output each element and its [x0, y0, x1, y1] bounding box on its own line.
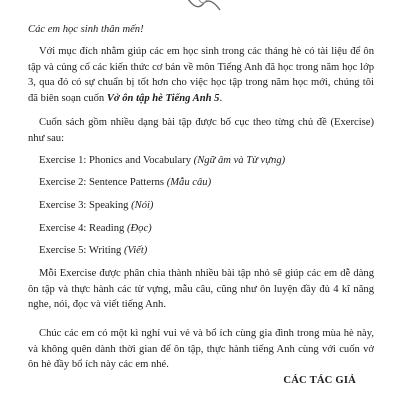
exercise-item-1 [39, 154, 285, 167]
exercise-translation: (Đọc) [126, 223, 152, 234]
exercise-label: Exercise 5: Writing [39, 245, 122, 256]
intro-end: . [219, 92, 223, 104]
exercise-label: Exercise 3: Speaking [39, 200, 129, 211]
exercise-translation: (Viết) [124, 245, 148, 256]
intro-paragraph [28, 44, 374, 106]
exercise-item-3 [39, 199, 153, 212]
closing-paragraph: Chúc các em có một kì nghỉ vui vẻ và bổ ích cùng gia đình trong mùa hè này, và không quên dành thời gian để ôn tập, thực hành tiếng Anh cùng với cuốn vở ôn hè đầy bổ ích này các em nhé. [28, 328, 374, 370]
signature: CÁC TÁC GIẢ [283, 375, 356, 386]
exercise-translation: (Mẫu câu) [166, 177, 212, 188]
decorative-ornament-icon [180, 0, 226, 14]
practice-note: Mỗi Exercise được phân chia thành nhiều bài tập nhỏ sẽ giúp các em dễ dàng ôn tập và thực hành các từ vựng, mẫu câu, cũng như ôn luyện đầy đủ 4 kĩ năng nghe, nói, đọc và viết tiếng Anh. [28, 268, 374, 310]
structure-intro: Cuốn sách gồm nhiều dạng bài tập được bố cục theo từng chủ đề (Exercise) như sau: [28, 117, 374, 144]
exercise-translation: (Ngữ âm và Từ vựng) [193, 155, 286, 166]
book-title: Vở ôn tập hè Tiếng Anh 5 [106, 92, 220, 104]
exercise-item-5 [39, 244, 147, 257]
intro-text: Với mục đích nhằm giúp các em học sinh trong các tháng hè có tài liệu để ôn tập và củng cố các kiến thức cơ bản về môn Tiếng Anh đã học trong năm học lớp 3, qua đó có sự chuẩn bị tốt hơn cho việc học tập trong năm học mới, chúng tôi đã biên soạn cuốn [28, 46, 374, 104]
exercise-label: Exercise 2: Sentence Patterns [39, 177, 165, 188]
exercise-label: Exercise 1: Phonics and Vocabulary [39, 155, 192, 166]
exercise-item-2 [39, 176, 211, 189]
exercise-label: Exercise 4: Reading [39, 223, 125, 234]
exercise-item-4 [39, 222, 152, 235]
greeting: Các em học sinh thân mến! [28, 24, 144, 35]
exercise-translation: (Nói) [131, 200, 154, 211]
